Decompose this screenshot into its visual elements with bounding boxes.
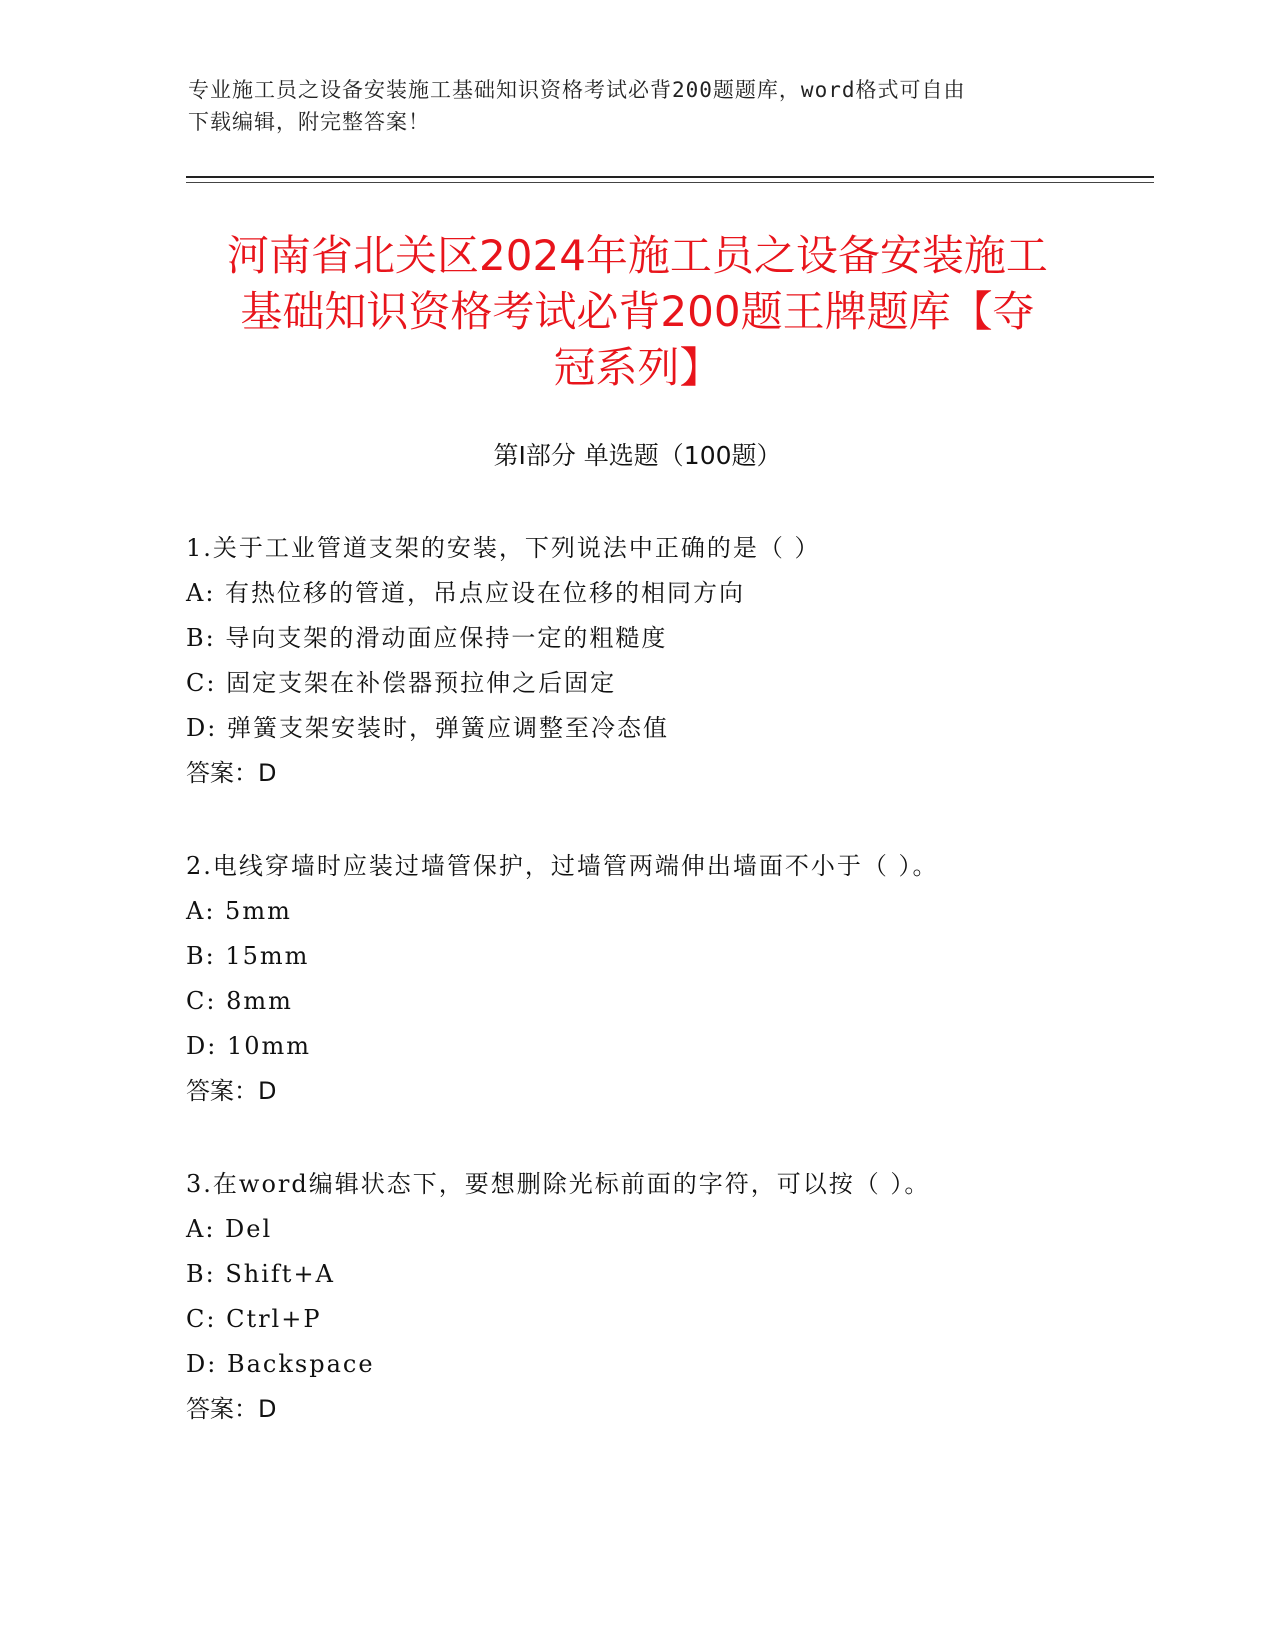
document-title-line-2: 基础知识资格考试必背200题王牌题库【夺 [240,287,1035,336]
header-note [188,74,1088,138]
option-a: A: 5mm [186,897,292,925]
header-note-line-2: 下载编辑，附完整答案！ [188,110,430,134]
question-3 [186,1162,1086,1432]
option-a: A: 有热位移的管道，吊点应设在位移的相同方向 [186,579,746,607]
question-stem: 3.在word编辑状态下，要想删除光标前面的字符，可以按（ ）。 [186,1170,931,1198]
option-b: B: 导向支架的滑动面应保持一定的粗糙度 [186,624,668,652]
option-c: C: 固定支架在补偿器预拉伸之后固定 [186,669,617,697]
option-b: B: 15mm [186,942,310,970]
document-title [160,228,1115,396]
header-divider-thick [186,176,1154,178]
option-d: D: 弹簧支架安装时，弹簧应调整至冷态值 [186,714,669,742]
option-a: A: Del [186,1215,273,1243]
option-d: D: Backspace [186,1350,375,1378]
option-c: C: Ctrl+P [186,1305,322,1333]
option-c: C: 8mm [186,987,293,1015]
question-stem: 2.电线穿墙时应装过墙管保护，过墙管两端伸出墙面不小于（ ）。 [186,852,939,880]
question-2 [186,844,1086,1114]
answer: 答案：D [186,759,277,787]
question-1 [186,526,1086,796]
document-title-line-1: 河南省北关区2024年施工员之设备安装施工 [227,231,1048,280]
option-d: D: 10mm [186,1032,312,1060]
answer: 答案：D [186,1395,277,1423]
header-note-line-1: 专业施工员之设备安装施工基础知识资格考试必背200题题库，word格式可自由 [188,78,966,102]
answer: 答案：D [186,1077,277,1105]
question-stem: 1.关于工业管道支架的安装，下列说法中正确的是（ ） [186,534,821,562]
option-b: B: Shift+A [186,1260,335,1288]
header-divider-thin [186,182,1154,183]
document-title-line-3: 冠系列】 [553,343,722,392]
section-heading: 第I部分 单选题（100题） [493,441,782,470]
